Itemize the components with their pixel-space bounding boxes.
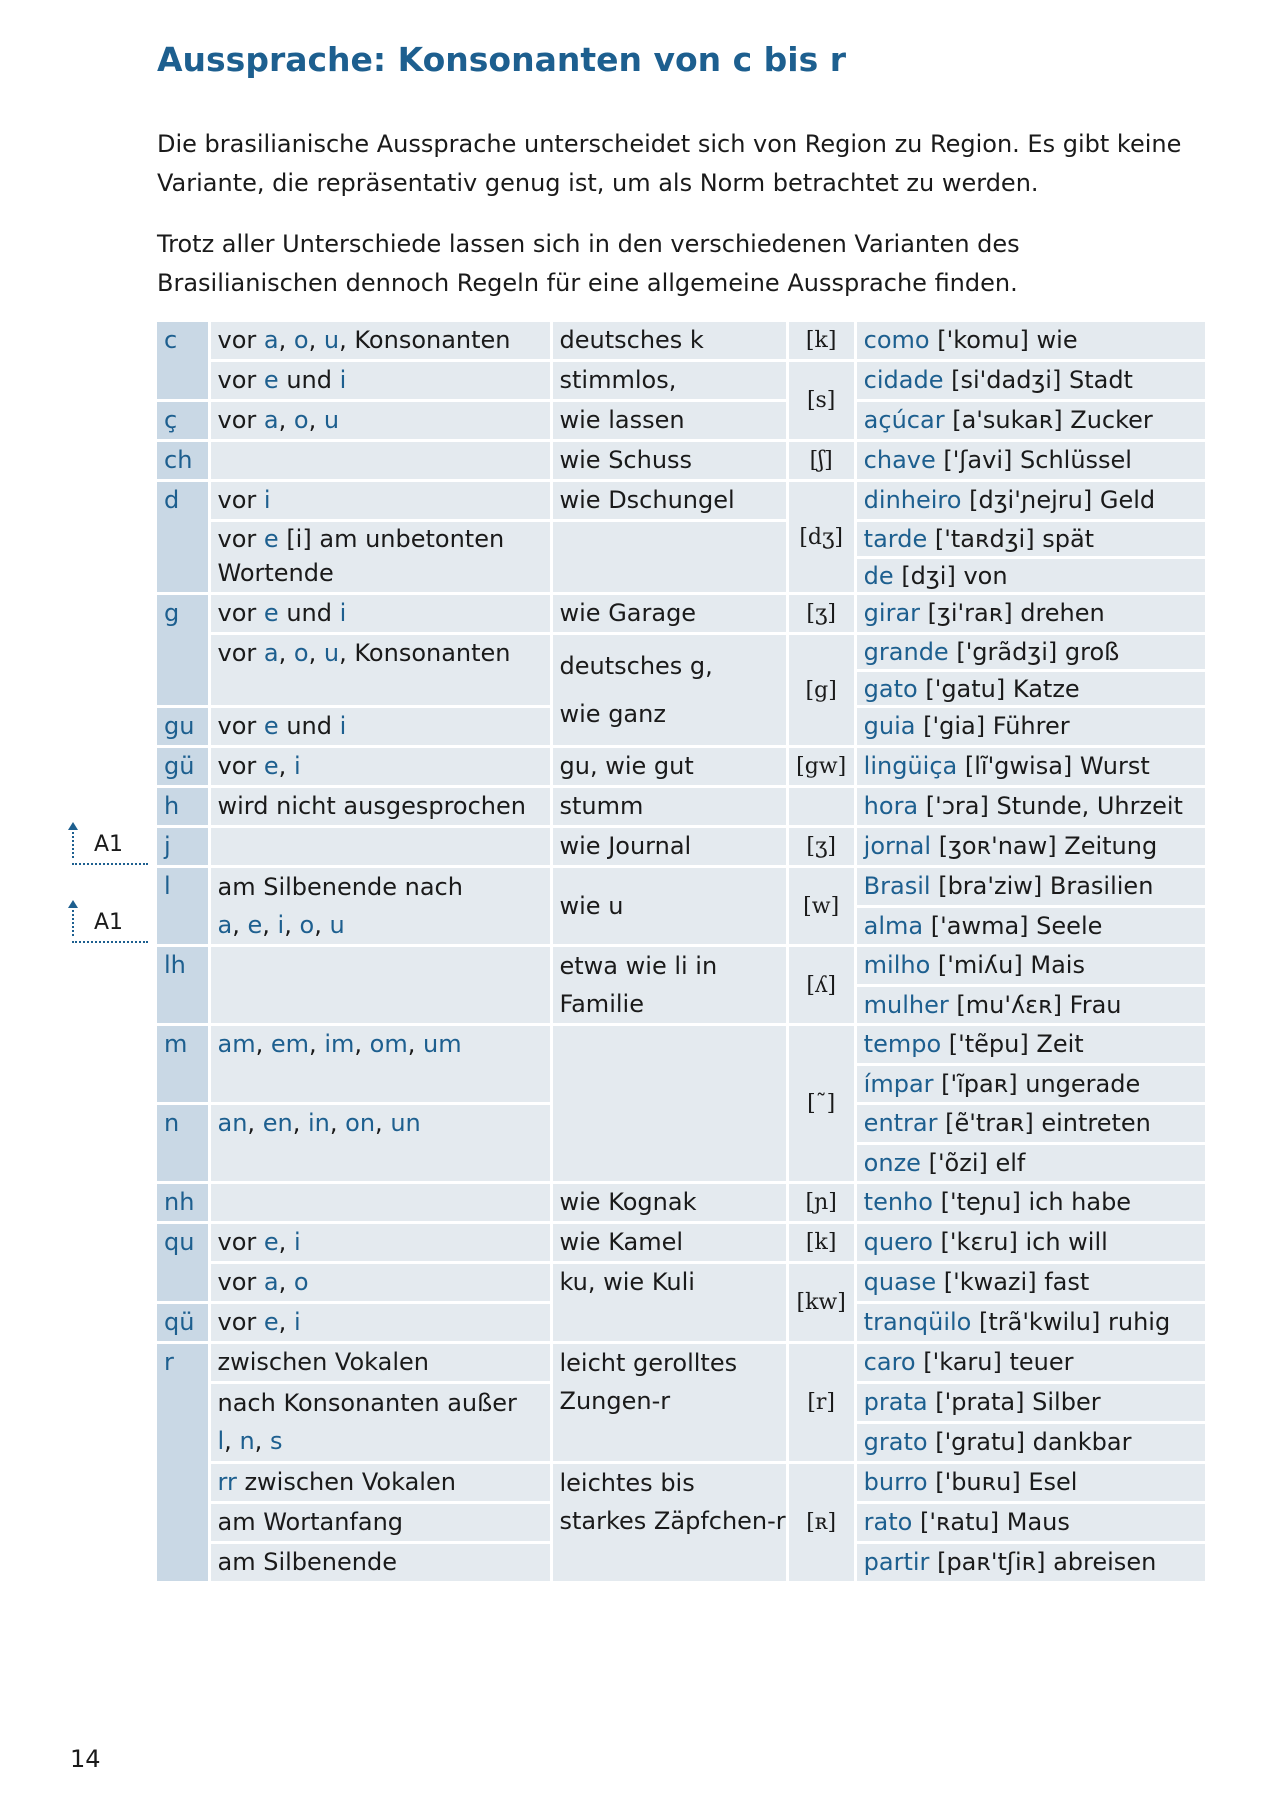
level-label: A1 [94,910,124,935]
example-cell: milho ['miʎu] Mais mulher [mu'ʎɛʀ] Frau [855,946,1205,1025]
example-cell: entrar [ẽ'traʀ] eintreten onze ['õzi] elf [855,1104,1205,1183]
ipa-cell: [s] [787,361,855,441]
sound-cell: ku, wie Kuli [551,1263,787,1343]
ipa-cell: [˜] [787,1025,855,1183]
position-cell: vor e, i [209,1223,551,1263]
ipa-cell: [ʃ] [787,441,855,481]
example-cell: chave ['ʃavi] Schlüssel [855,441,1205,481]
example-cell: tenho ['teɲu] ich habe [855,1183,1205,1223]
example-cell: grato ['gratu] dankbar [855,1423,1205,1463]
position-cell: zwischen Vokalen [209,1343,551,1383]
table-row [157,867,1205,946]
letter-cell: l [157,867,209,946]
sound-cell: wie Dschungel [551,481,787,521]
ipa-cell: [r] [787,1343,855,1463]
example-cell: quase ['kwazi] fast [855,1263,1205,1303]
example-cell: rato ['ʀatu] Maus [855,1503,1205,1543]
ipa-cell: [w] [787,867,855,946]
sound-cell: wie Schuss [551,441,787,481]
letter-cell: qu [157,1223,209,1303]
table-row [157,1343,1205,1383]
intro-paragraph-2: Trotz aller Unterschiede lassen sich in den verschiedenen Varianten des Brasilianischen dennoch Regeln für eine allgemeine Aussprache finden. [157,230,1020,297]
position-cell [209,827,551,867]
ipa-cell: [kw] [787,1263,855,1343]
position-cell: am, em, im, om, um [209,1025,551,1104]
position-cell: vor a, o, u, Konsonanten [209,322,551,361]
letter-cell: n [157,1104,209,1183]
letter-cell: gü [157,747,209,787]
table-row [157,946,1205,1025]
ipa-cell: [ɲ] [787,1183,855,1223]
sound-cell: wie Garage [551,594,787,634]
letter-cell: g [157,594,209,707]
example-cell: dinheiro [dʒi'ɲejru] Geld [855,481,1205,521]
position-cell: rr zwischen Vokalen [209,1463,551,1503]
table-row [157,481,1205,521]
sound-cell: wie Kognak [551,1183,787,1223]
sound-cell: wie Kamel [551,1223,787,1263]
example-cell: lingüiça [lĩ'gwisa] Wurst [855,747,1205,787]
table-row [157,1183,1205,1223]
example-cell: cidade [si'dadʒi] Stadt [855,361,1205,401]
ipa-cell: [dʒ] [787,481,855,594]
position-cell: am Silbenende nach a, e, i, o, u [209,867,551,946]
letter-cell: h [157,787,209,827]
example-cell: guia ['gia] Führer [855,707,1205,747]
table-row [157,521,1205,594]
example-cell: como ['komu] wie [855,322,1205,361]
sound-cell: stimmlos, [551,361,787,401]
table-row [157,361,1205,401]
example-cell: caro ['karu] teuer [855,1343,1205,1383]
table-row [157,747,1205,787]
ipa-cell: [ʒ] [787,827,855,867]
page-number: 14 [70,1745,101,1773]
position-cell [209,1183,551,1223]
table-row [157,594,1205,634]
position-cell [209,441,551,481]
sound-cell [551,1025,787,1183]
example-cell: prata ['prata] Silber [855,1383,1205,1423]
position-cell: vor e und i [209,707,551,747]
position-cell: am Silbenende [209,1543,551,1583]
example-cell: açúcar [a'sukaʀ] Zucker [855,401,1205,441]
example-cell: grande ['grãdʒi] groß gato ['gatu] Katze [855,634,1205,707]
ipa-cell: [gw] [787,747,855,787]
position-cell: vor e, i [209,1303,551,1343]
position-cell: vor a, o [209,1263,551,1303]
table-row [157,1263,1205,1303]
letter-cell: ç [157,401,209,441]
position-cell: vor e, i [209,747,551,787]
sound-cell: deutsches g, wie ganz [551,634,787,747]
example-cell: quero ['kɛru] ich will [855,1223,1205,1263]
page-title: Aussprache: Konsonanten von c bis r [157,40,847,79]
letter-cell: m [157,1025,209,1104]
example-cell: hora ['ɔra] Stunde, Uhrzeit [855,787,1205,827]
letter-cell: d [157,481,209,594]
ipa-cell: [k] [787,322,855,361]
table-row [157,401,1205,441]
position-cell: vor e [i] am unbetonten Wortende [209,521,551,594]
table-row [157,1223,1205,1263]
position-cell [209,946,551,1025]
sound-cell: leicht gerolltes Zungen-r [551,1343,787,1463]
ipa-cell: [ʀ] [787,1463,855,1583]
letter-cell: qü [157,1303,209,1343]
position-cell: vor i [209,481,551,521]
sound-cell: gu, wie gut [551,747,787,787]
table-row [157,827,1205,867]
position-cell: an, en, in, on, un [209,1104,551,1183]
letter-cell: j [157,827,209,867]
letter-cell: c [157,322,209,401]
example-cell: tarde ['taʀdʒi] spät de [dʒi] von [855,521,1205,594]
example-cell: tempo ['tẽpu] Zeit ímpar ['ĩpaʀ] ungerade [855,1025,1205,1104]
letter-cell: nh [157,1183,209,1223]
table-row [157,322,1205,361]
sound-cell: etwa wie li in Familie [551,946,787,1025]
sound-cell: wie u [551,867,787,946]
table-row [157,634,1205,707]
position-cell: vor a, o, u [209,401,551,441]
position-cell: nach Konsonanten außer l, n, s [209,1383,551,1463]
ipa-cell: [k] [787,1223,855,1263]
ipa-cell [787,787,855,827]
example-cell: partir [paʀ'tʃiʀ] abreisen [855,1543,1205,1583]
intro-paragraph-1: Die brasilianische Aussprache unterscheidet sich von Region zu Region. Es gibt keine Variante, die repräsentativ genug ist, um als Norm betrachtet zu werden. [157,130,1182,197]
sound-cell [551,521,787,594]
example-cell: tranqüilo [trã'kwilu] ruhig [855,1303,1205,1343]
position-cell: wird nicht ausgesprochen [209,787,551,827]
letter-cell: r [157,1343,209,1583]
example-cell: Brasil [bra'ziw] Brasilien alma ['awma] Seele [855,867,1205,946]
table-row [157,787,1205,827]
example-cell: girar [ʒi'raʀ] drehen [855,594,1205,634]
ipa-cell: [ʎ] [787,946,855,1025]
sound-cell: deutsches k [551,322,787,361]
consonant-table [157,322,1205,1584]
sound-cell: wie lassen [551,401,787,441]
table-row [157,441,1205,481]
letter-cell: ch [157,441,209,481]
table-row [157,1025,1205,1104]
position-cell: vor e und i [209,361,551,401]
position-cell: am Wortanfang [209,1503,551,1543]
position-cell: vor e und i [209,594,551,634]
ipa-cell: [ʒ] [787,594,855,634]
sound-cell: stumm [551,787,787,827]
letter-cell: lh [157,946,209,1025]
position-cell: vor a, o, u, Konsonanten [209,634,551,707]
sound-cell: wie Journal [551,827,787,867]
sound-cell: leichtes bis starkes Zäpfchen-r [551,1463,787,1583]
arrow-up-icon [72,828,74,858]
table-row [157,1463,1205,1503]
level-label: A1 [94,832,124,857]
arrow-up-icon [72,906,74,936]
letter-cell: gu [157,707,209,747]
example-cell: burro ['buʀu] Esel [855,1463,1205,1503]
ipa-cell: [g] [787,634,855,747]
example-cell: jornal [ʒoʀ'naw] Zeitung [855,827,1205,867]
